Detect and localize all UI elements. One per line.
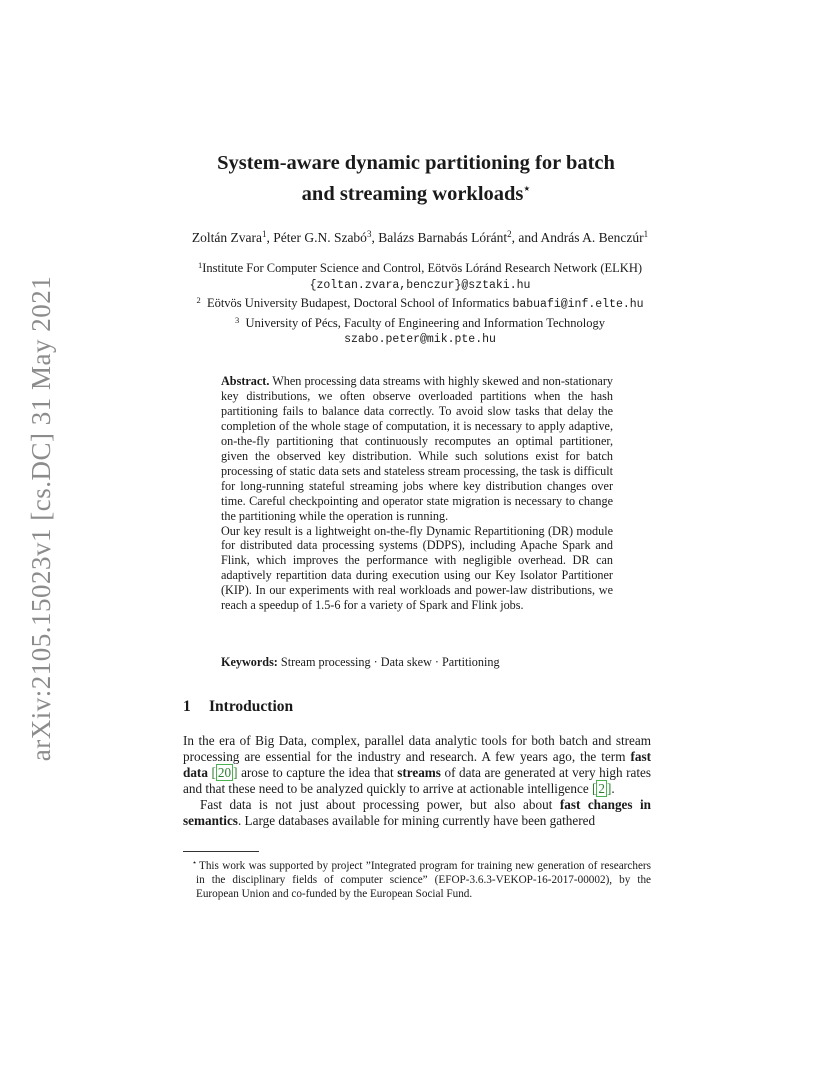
author-name: András A. Benczúr [540, 230, 644, 245]
footnote-mark: ⋆ [191, 858, 197, 867]
arxiv-identifier-text: arXiv:2105.15023v1 [cs.DC] 31 May 2021 [26, 275, 57, 761]
author-name: Zoltán Zvara [191, 230, 262, 245]
citation-link[interactable]: [ 2 ] [592, 781, 612, 797]
author-affiliation-mark: 1 [643, 229, 649, 239]
intro-paragraph-2 [183, 797, 651, 829]
footnote-body [183, 856, 651, 901]
affiliation-text: Institute For Computer Science and Control, Eötvös Lóránd Research Network (ELKH) [202, 261, 643, 275]
affiliation-2 [120, 293, 720, 313]
footnote-text: This work was supported by project ”Integrated program for training new generation of researchers in the disciplinary fields of computer science” (EFOP-3.6.3-VEKOP-16-2017-00002), by the European Union and co-funded by the European Social Fund. [196, 860, 651, 900]
affiliation-3 [120, 313, 720, 332]
paper-title [160, 150, 672, 207]
email-address: szabo.peter@mik.pte.hu [344, 333, 496, 346]
keywords-text: Stream processing · Data skew · Partitioning [280, 655, 500, 669]
term-fast-changes: fast changes in semantics [183, 797, 652, 829]
abstract [221, 374, 613, 613]
author-name: Péter G.N. Szabó [273, 230, 367, 245]
affiliation-number: 1 [197, 260, 203, 270]
arxiv-side-identifier [20, 275, 64, 761]
term-streams: streams [397, 765, 441, 781]
title-line-1: System-aware dynamic partitioning for batch [217, 152, 615, 174]
section-heading [183, 698, 293, 716]
body-text: . Large databases available for mining currently have been gathered [237, 813, 596, 829]
body-text: Fast data is not just about processing power, but also about [200, 797, 560, 813]
body-text: of data are generated at very high rates and that these need to be analyzed quickly to arrive at actionable intelligence [183, 765, 652, 797]
author-affiliation-mark: 3 [366, 229, 372, 239]
term-fast-data: fast data [183, 749, 651, 781]
email-address: {zoltan.zvara,benczur}@sztaki.hu [309, 278, 531, 292]
abstract-text: When processing data streams with highly skewed and non-stationary key distributions, we often observe overloaded partitions when the hash partitioning fails to balance data correctly. To avoid slow tasks that delay the completion of the whole stage of computation, it is necessary to apply adaptive, on-the-fly partitioning that continuously recomputes an optimal partitioner, given the observed key distribution. While such solutions exist for batch processing of static data sets and stateless stream processing, the task is difficult for long-running stateful streaming jobs where key distribution changes over time. Careful checkpointing and operator state migration is necessary to change the partitioning while the operation is running. [221, 374, 613, 523]
affiliation-text: University of Pécs, Faculty of Engineering and Information Technology [245, 315, 606, 330]
body-text: In the era of Big Data, complex, parallel data analytic tools for both batch and stream processing are essential for the industry and research. A few years ago, the term [183, 733, 651, 765]
citation-number[interactable]: 20 [217, 765, 232, 781]
title-line-2 [160, 176, 672, 207]
author-name: Balázs Barnabás Lóránt [378, 230, 508, 245]
abstract-label: Abstract. [221, 374, 270, 388]
author-affiliation-mark: 1 [261, 229, 267, 239]
author-affiliation-mark: 2 [507, 229, 512, 239]
body-text: . [611, 781, 615, 797]
section-number: 1 [183, 698, 191, 715]
keywords [221, 655, 613, 670]
footnote [183, 856, 651, 901]
keywords-label: Keywords: [221, 655, 278, 669]
title-line-2-text: and streaming workloads [301, 183, 524, 205]
author-list: Zoltán Zvara$^1$, Péter G.N. Szabó$^3$, Balázs Barnabás Lóránt$^2$, and András A. Benczúr$^1$ [191, 229, 649, 245]
body-text: arose to capture the idea that [237, 765, 398, 781]
intro-paragraph-1 [183, 733, 651, 797]
footnote-rule [183, 851, 259, 852]
affiliation-3-email-line [120, 331, 720, 348]
affiliation-text: Eötvös University Budapest, Doctoral School of Informatics [206, 296, 510, 310]
title-footnote-mark: ⋆ [523, 183, 531, 195]
abstract-paragraph-2: Our key result is a lightweight on-the-fly Dynamic Repartitioning (DR) module for distributed data processing systems (DDPS), including Apache Spark and Flink, which improves the performance with negligible overhead. DR can adaptively repartition data during execution using our Key Isolator Partitioner (KIP). In our experiments with real workloads and power-law distributions, we reach a speedup of 1.5-6 for a variety of Spark and Flink jobs. [221, 523, 613, 613]
introduction-body [183, 733, 651, 830]
citation-link[interactable]: [ 20 ] [211, 765, 238, 781]
citation-number[interactable]: 2 [598, 781, 606, 797]
email-address: babuafi@inf.elte.hu [512, 298, 644, 311]
affiliations [120, 258, 720, 348]
affiliation-number: 2 [196, 295, 201, 305]
affiliation-number: 3 [234, 314, 240, 325]
abstract-paragraph-1 [221, 374, 613, 524]
affiliation-1-email-line [120, 277, 720, 294]
affiliation-1 [120, 258, 720, 277]
section-title: Introduction [209, 698, 294, 715]
